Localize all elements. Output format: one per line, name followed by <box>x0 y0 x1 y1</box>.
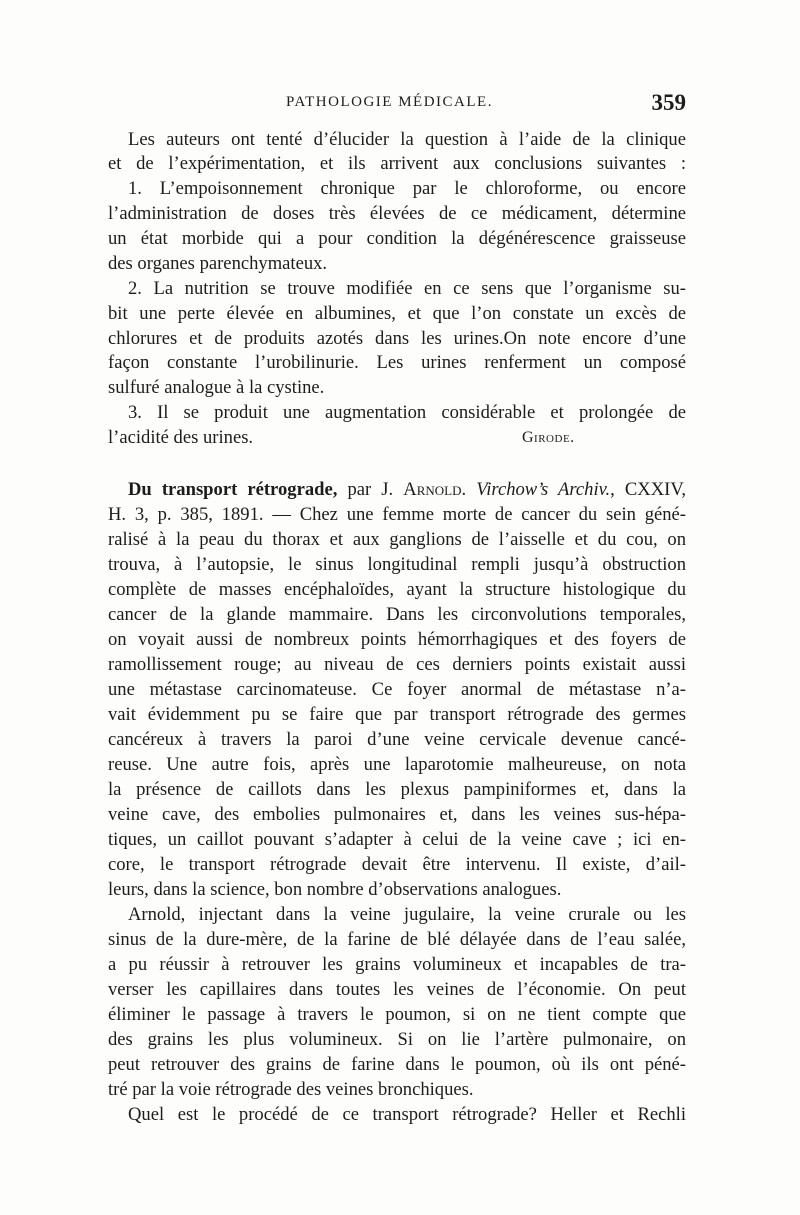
signature: Girode. <box>522 429 575 446</box>
journal-volume: , CXXIV, <box>610 479 687 500</box>
text-line: complète de masses encéphaloïdes, ayant la structure histologique du <box>108 579 686 600</box>
journal-name: Virchow’s Archiv. <box>476 479 611 500</box>
text-line: des organes parenchymateux. <box>108 253 328 274</box>
text-line: l’administration de doses très élevées de ce médicament, détermine <box>108 203 686 224</box>
text-line: un état morbide qui a pour condition la dégénérescence graisseuse <box>108 228 686 249</box>
text-line: ramollissement rouge; au niveau de ces derniers points existait aussi <box>108 654 686 675</box>
text-line: chlorures et de produits azotés dans les urines.On note encore d’une <box>108 328 686 349</box>
article-author: Arnold <box>403 479 462 500</box>
text-line: sinus de la dure-mère, de la farine de blé délayée dans de l’eau salée, <box>108 929 686 950</box>
text-line: peut retrouver des grains de farine dans le poumon, où ils ont péné- <box>108 1054 686 1075</box>
text-line: vait évidemment pu se faire que par transport rétrograde des germes <box>108 704 686 725</box>
text-line: Quel est le procédé de ce transport rétrograde? Heller et Rechli <box>128 1104 686 1125</box>
text-line: 2. La nutrition se trouve modifiée en ce sens que l’organisme su- <box>128 278 686 299</box>
text-line: façon constante l’urobilinurie. Les urines renferment un composé <box>108 352 686 373</box>
text-line: des grains les plus volumineux. Si on lie l’artère pulmonaire, on <box>108 1029 686 1050</box>
text-line: H. 3, p. 385, 1891. — Chez une femme morte de cancer du sein géné- <box>108 504 686 525</box>
running-title: PATHOLOGIE MÉDICALE. <box>286 94 493 110</box>
text-line: sulfuré analogue à la cystine. <box>108 377 325 398</box>
text-line: 3. Il se produit une augmentation considérable et prolongée de <box>128 402 686 423</box>
title-by: par J. <box>337 479 404 500</box>
text-line: core, le transport rétrograde devait être intervenu. Il existe, d’ail- <box>108 854 686 875</box>
text-line: Les auteurs ont tenté d’élucider la question à l’aide de la clinique <box>128 129 686 150</box>
text-line: et de l’expérimentation, et ils arrivent aux conclusions suivantes : <box>108 153 686 174</box>
text-line: tiques, un caillot pouvant s’adapter à celui de la veine cave ; ici en- <box>108 829 686 850</box>
text-line: Arnold, injectant dans la veine jugulaire, la veine crurale ou les <box>128 904 686 925</box>
text-line: 1. L’empoisonnement chronique par le chloroforme, ou encore <box>128 178 686 199</box>
text-line: reuse. Une autre fois, après une laparotomie malheureuse, on nota <box>108 754 686 775</box>
text-line: trouva, à l’autopsie, le sinus longitudinal rempli jusqu’à obstruction <box>108 554 686 575</box>
text-line: veine cave, des embolies pulmonaires et, dans les veines sus-hépa- <box>108 804 686 825</box>
text-line: l’acidité des urines. <box>108 427 254 448</box>
text-line: verser les capillaires dans toutes les veines de l’économie. On peut <box>108 979 686 1000</box>
page-number: 359 <box>651 90 686 115</box>
title-separator: . <box>461 479 477 500</box>
text-line: a pu réussir à retrouver les grains volumineux et incapables de tra- <box>108 954 686 975</box>
text-line: on voyait aussi de nombreux points hémorrhagiques et des foyers de <box>108 629 686 650</box>
text-line: bit une perte élevée en albumines, et que l’on constate un excès de <box>108 303 686 324</box>
text-line: cancéreux à travers la paroi d’une veine cervicale devenue cancé- <box>108 729 686 750</box>
text-line: une métastase carcinomateuse. Ce foyer anormal de métastase n’a- <box>108 679 686 700</box>
text-line: éliminer le passage à travers le poumon, si on ne tient compte que <box>108 1004 686 1025</box>
text-line: leurs, dans la science, bon nombre d’observations analogues. <box>108 879 562 900</box>
text-line: tré par la voie rétrograde des veines bronchiques. <box>108 1079 474 1100</box>
article-title: Du transport rétrograde, <box>128 479 338 500</box>
text-line-with-signature <box>108 426 686 450</box>
text-line: cancer de la glande mammaire. Dans les circonvolutions temporales, <box>108 604 686 625</box>
text-line: la présence de caillots dans les plexus pampiniformes et, dans la <box>108 779 686 800</box>
article-heading <box>128 478 686 502</box>
text-line: ralisé à la peau du thorax et aux ganglions de l’aisselle et du cou, on <box>108 529 686 550</box>
running-head <box>108 90 686 120</box>
